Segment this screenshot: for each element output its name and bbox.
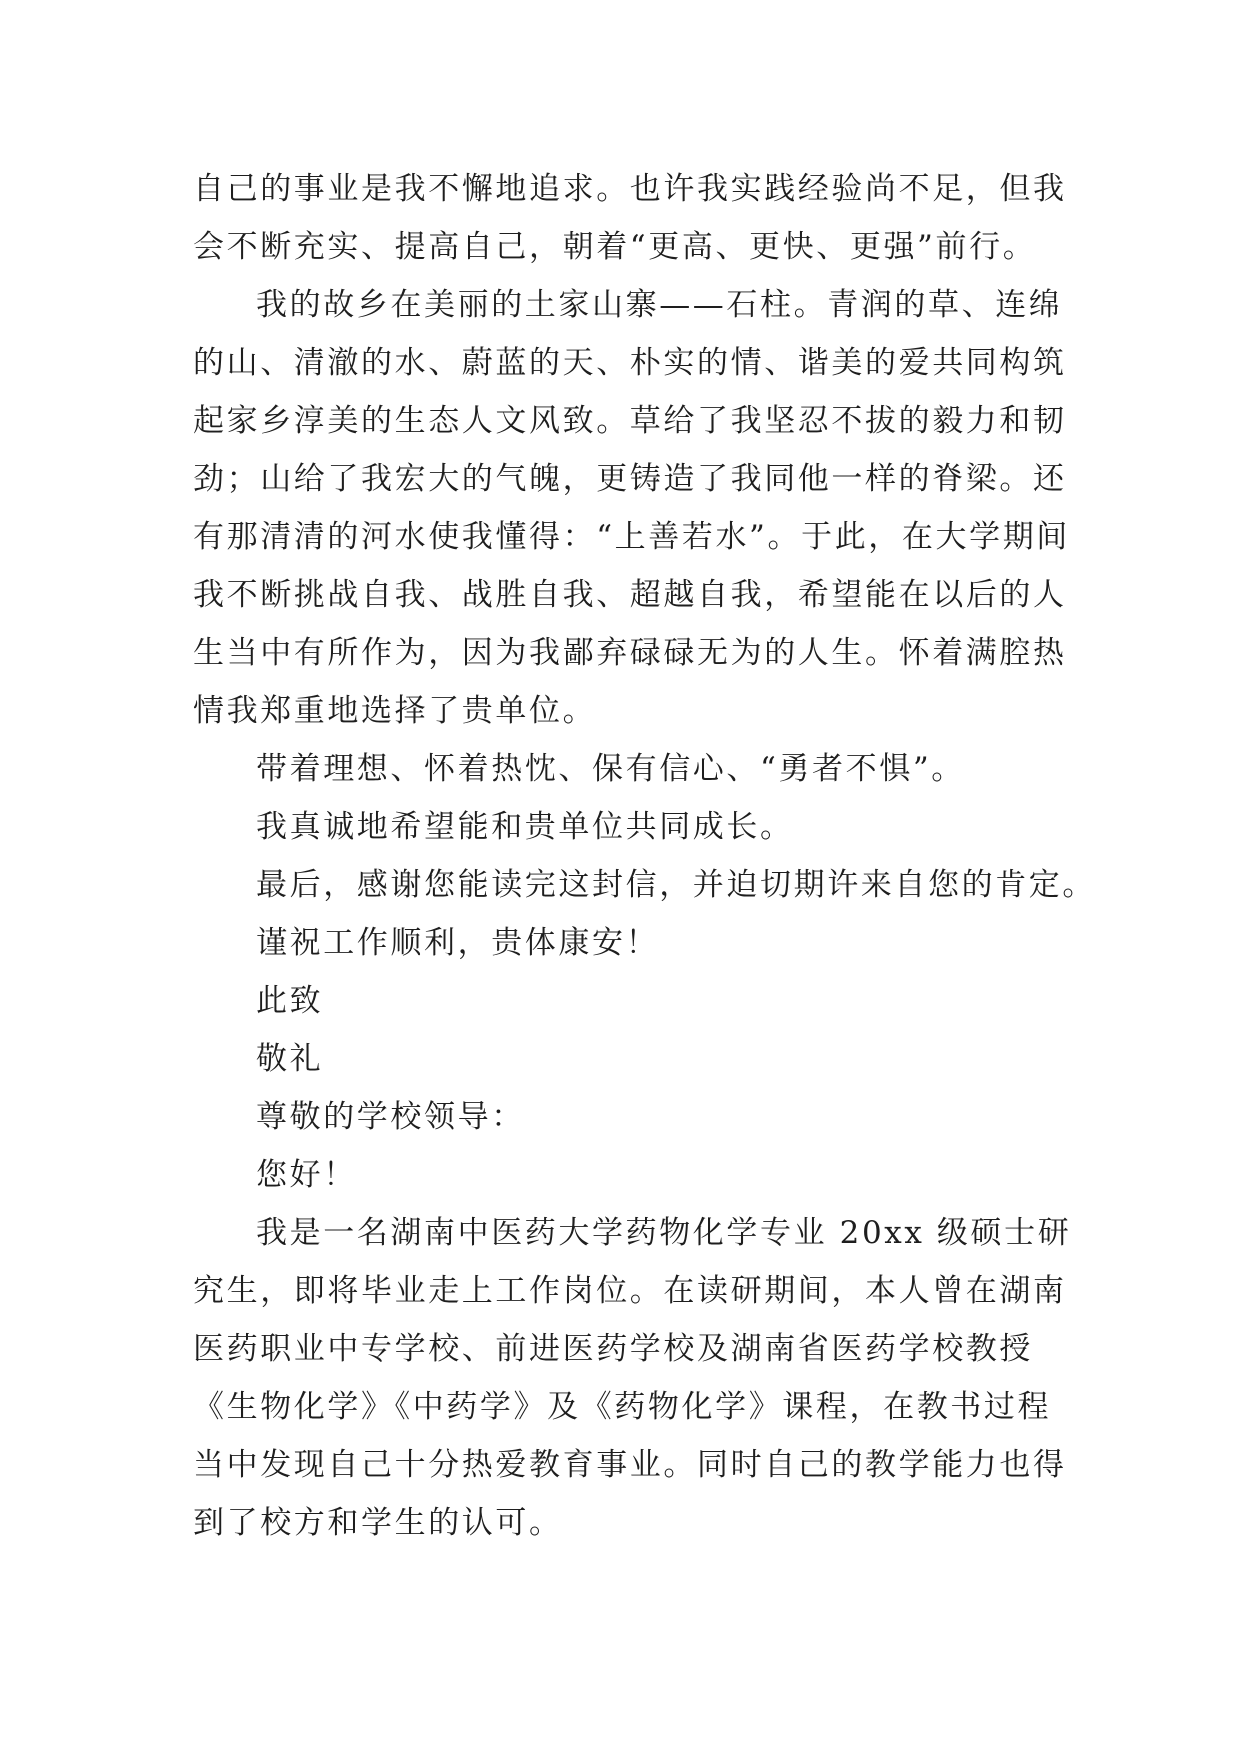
text-line: 起家乡淳美的生态人文风致。草给了我坚忍不拔的毅力和韧 xyxy=(193,403,1067,439)
text-line: 此致 xyxy=(256,983,324,1019)
text-line: 《生物化学》《中药学》及《药物化学》课程，在教书过程 xyxy=(193,1389,1052,1425)
text-line: 当中发现自己十分热爱教育事业。同时自己的教学能力也得 xyxy=(193,1447,1067,1483)
letter-body xyxy=(193,160,1096,1552)
text-line: 您好！ xyxy=(256,1157,357,1193)
text-line: 究生，即将毕业走上工作岗位。在读研期间，本人曾在湖南 xyxy=(193,1273,1067,1309)
text-line: 最后，感谢您能读完这封信，并迫切期许来自您的肯定。 xyxy=(256,867,1096,903)
text-line: 自己的事业是我不懈地追求。也许我实践经验尚不足，但我 xyxy=(193,171,1067,207)
text-line: 到了校方和学生的认可。 xyxy=(193,1505,563,1541)
text-line: 医药职业中专学校、前进医药学校及湖南省医药学校教授 xyxy=(193,1331,1033,1367)
text-line: 生当中有所作为，因为我鄙弃碌碌无为的人生。怀着满腔热 xyxy=(193,635,1067,671)
text-line: 的山、清澈的水、蔚蓝的天、朴实的情、谐美的爱共同构筑 xyxy=(193,345,1067,381)
text-line: 我的故乡在美丽的土家山寨——石柱。青润的草、连绵 xyxy=(256,287,1063,323)
text-line: 我是一名湖南中医药大学药物化学专业 20xx 级硕士研 xyxy=(256,1215,1072,1251)
text-line: 带着理想、怀着热忱、保有信心、“勇者不惧”。 xyxy=(256,751,965,787)
text-line: 有那清清的河水使我懂得：“上善若水”。于此，在大学期间 xyxy=(193,519,1070,555)
text-line: 我不断挑战自我、战胜自我、超越自我，希望能在以后的人 xyxy=(193,577,1067,613)
text-line: 尊敬的学校领导： xyxy=(256,1099,525,1135)
text-line: 劲；山给了我宏大的气魄，更铸造了我同他一样的脊梁。还 xyxy=(193,461,1067,497)
text-line: 敬礼 xyxy=(256,1041,324,1077)
text-line: 我真诚地希望能和贵单位共同成长。 xyxy=(256,809,794,845)
text-line: 会不断充实、提高自己，朝着“更高、更快、更强”前行。 xyxy=(193,229,1037,265)
text-line: 情我郑重地选择了贵单位。 xyxy=(193,693,597,729)
text-line: 谨祝工作顺利，贵体康安！ xyxy=(256,925,660,961)
